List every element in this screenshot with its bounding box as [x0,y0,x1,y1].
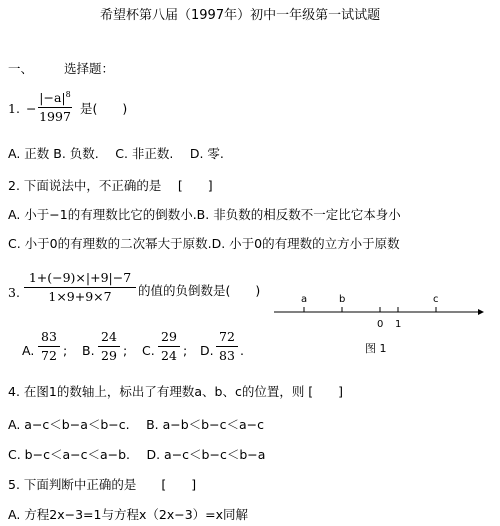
question-stem: 5. 下面判断中正确的是 [ ] [8,477,197,492]
option-d-fraction [216,329,238,364]
question-number: 1. [8,101,20,116]
point-label-b: b [339,294,346,305]
fraction-numerator: 83 [41,329,57,344]
fraction-bar [216,346,238,347]
fraction-bar [98,346,120,347]
point-label-a: a [301,294,308,305]
fraction-numerator: 1+(−9)×|+9|−7 [28,270,132,285]
option-d-separator: . [240,343,244,358]
question-options-ab: A. a−c＜b−a＜b−c. B. a−b＜b−c＜a−c [8,417,264,432]
point-label-0: 0 [377,319,384,330]
fraction [24,270,136,305]
question-options-cd: C. b−c＜a−c＜a−b. D. a−c＜b−c＜b−a [8,447,266,462]
fraction-numerator: 24 [101,329,117,344]
option-a-label: A. [22,343,35,358]
section-label: 选择题： [64,61,115,76]
option-d-label: D. [200,343,214,358]
fraction-numerator [38,87,72,106]
number-line-figure [270,288,490,358]
option-a-fraction [38,329,60,364]
fraction-bar [38,346,60,347]
question-number: 3. [8,285,20,300]
minus-sign: − [26,101,37,116]
question-stem: 的值的负倒数是( ) [138,283,261,298]
fraction-denominator: 1×9+9×7 [48,289,112,304]
fraction-denominator: 72 [41,348,57,363]
fraction-denominator: 29 [101,348,117,363]
fraction-bar [24,287,136,288]
fraction [38,87,72,125]
fraction-bar [38,107,72,108]
question-options-cd: C. 小于0的有理数的二次幂大于原数.D. 小于0的有理数的立方小于原数 [8,236,400,251]
point-label-c: c [433,294,439,305]
fraction-bar [158,346,180,347]
arrow-icon [478,309,484,315]
fraction-denominator: 1997 [39,109,71,125]
fraction-denominator: 83 [219,348,235,363]
fraction-numerator: 72 [219,329,235,344]
exponent: 8 [65,90,71,99]
option-a-separator: ; [63,343,68,358]
point-label-1: 1 [395,319,402,330]
option-b-label: B. [82,343,95,358]
option-b-fraction [98,329,120,364]
question-options: A. 正数 B. 负数. C. 非正数. D. 零. [8,146,224,161]
question-stem: 是( ) [80,101,128,116]
option-b-separator: ; [123,343,128,358]
question-stem: 2. 下面说法中，不正确的是 [ ] [8,178,213,193]
fraction-numerator: 29 [161,329,177,344]
option-c-separator: ; [183,343,188,358]
figure-caption: 图 1 [365,342,387,355]
question-stem: 4. 在图1的数轴上，标出了有理数a、b、c的位置，则 [ ] [8,384,344,399]
fraction-denominator: 24 [161,348,177,363]
abs-value-expression: |−a| [39,90,66,106]
question-options-ab: A. 小于−1的有理数比它的倒数小.B. 非负数的相反数不一定比它本身小 [8,207,401,222]
option-c-fraction [158,329,180,364]
option-c-label: C. [142,343,155,358]
document-title: 希望杯第八届（1997年）初中一年级第一试试题 [100,8,381,23]
question-option-a: A. 方程2x−3=1与方程x（2x−3）=x同解 [8,507,249,522]
section-number: 一、 [8,61,34,76]
